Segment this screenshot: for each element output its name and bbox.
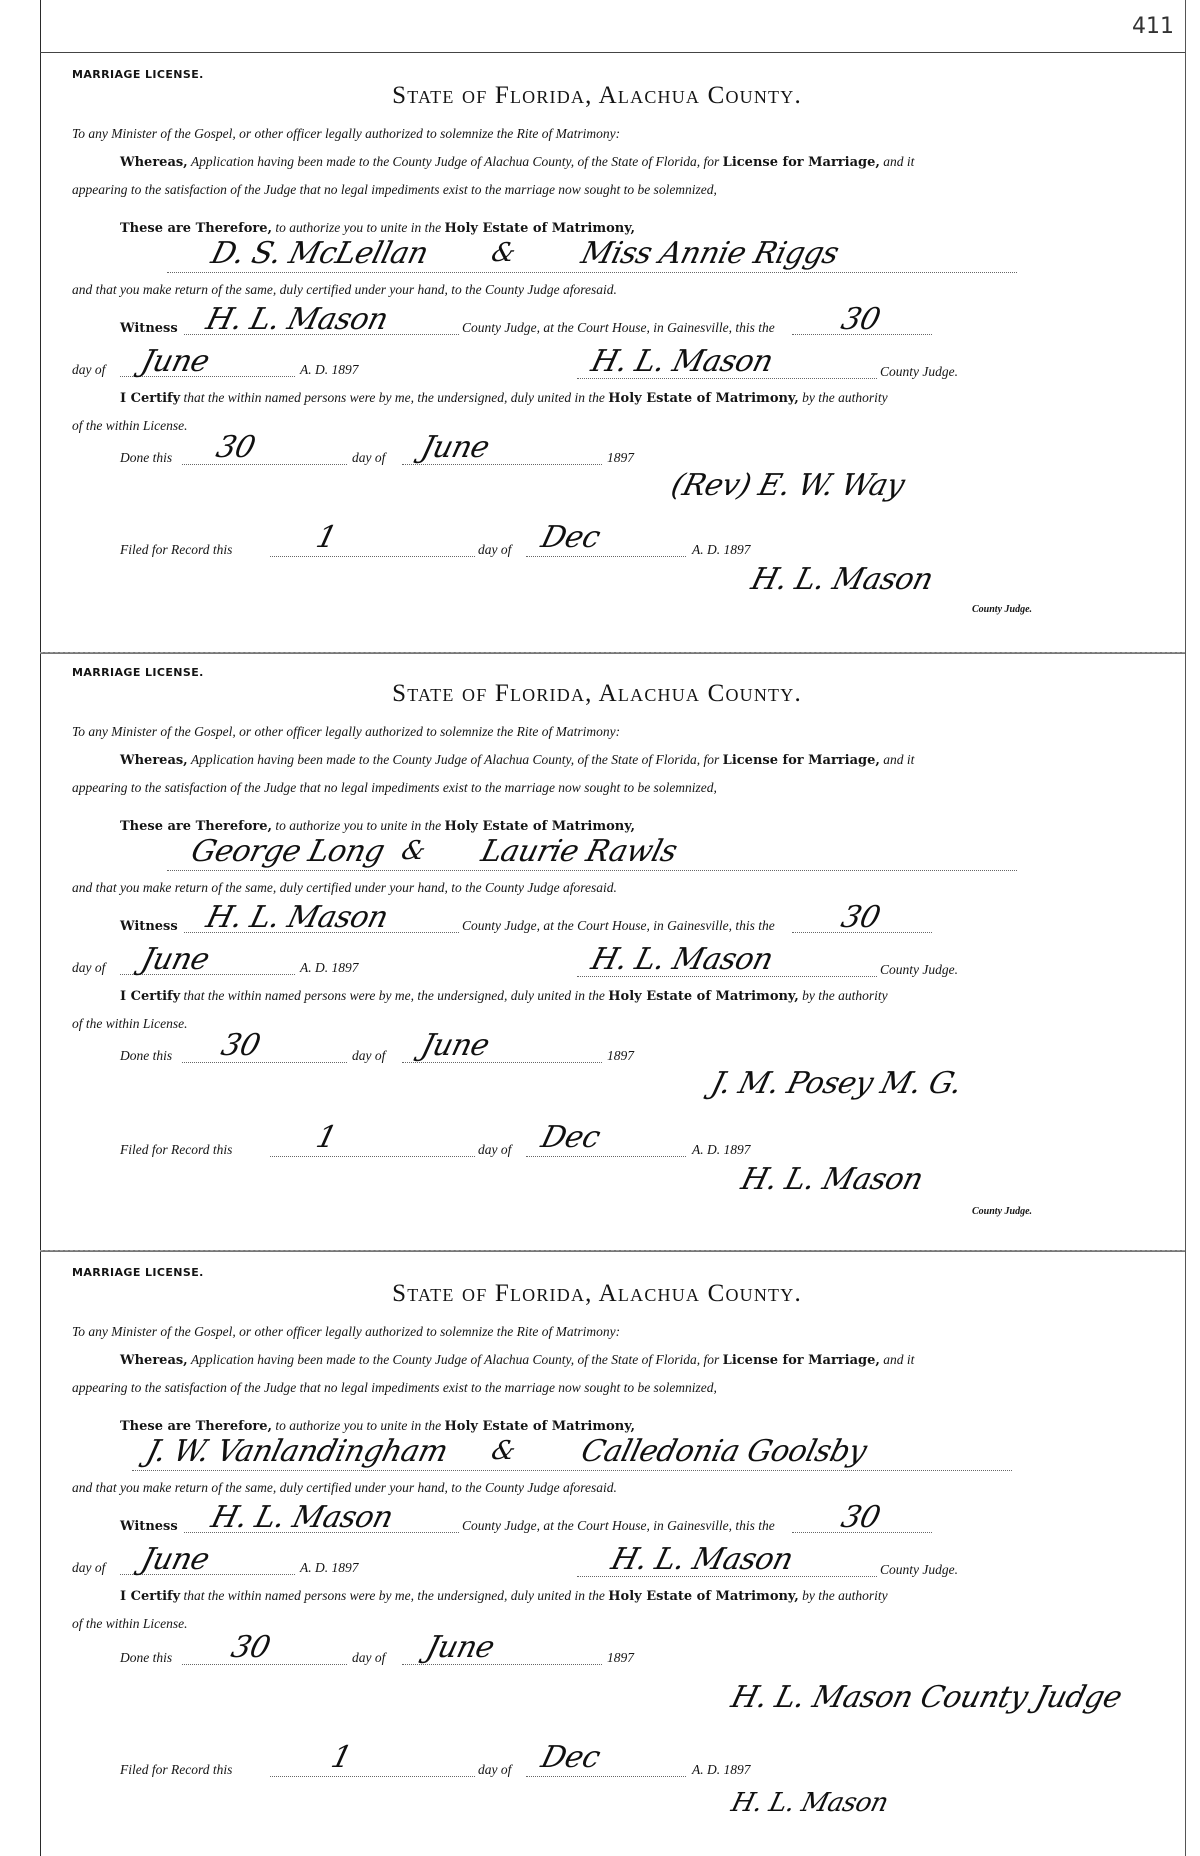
and-it: and it (883, 1352, 915, 1367)
issue-day: 30 (837, 1500, 884, 1535)
license-title: State of Florida, Alachua County. (392, 680, 802, 707)
certify-word: I Certify (120, 989, 181, 1004)
whereas-text: Application having been made to the County Judge of Alachua County, of the State of Florida, for (190, 1352, 720, 1367)
groom-name: J. W. Vanlandingham (142, 1434, 452, 1469)
done-this: Done this (120, 450, 173, 465)
certify-text: that the within named persons were by me, the undersigned, duly united in the (183, 988, 605, 1003)
filed-month: Dec (537, 520, 604, 555)
marriage-license-3 (72, 1266, 1126, 1856)
license-title: State of Florida, Alachua County. (392, 1280, 802, 1307)
done-year: 1897 (607, 1650, 634, 1665)
groom-name: D. S. McLellan (207, 236, 432, 271)
marriage-license-1 (72, 68, 1122, 658)
filed-day: 1 (327, 1740, 355, 1775)
issue-day: 30 (837, 900, 884, 935)
filed-day-of: day of (478, 542, 512, 557)
filed-day-fill (270, 1748, 475, 1777)
filed-month: Dec (537, 1740, 604, 1775)
issue-day-of: day of (72, 1560, 106, 1575)
witness-line (120, 918, 178, 934)
witness-signature: H. L. Mason (207, 1500, 397, 1535)
within-license: of the within License. (72, 1016, 188, 1031)
salutation: To any Minister of the Gospel, or other officer legally authorized to solemnize the Rite of Matrimony: (72, 1324, 621, 1339)
judge-signature: H. L. Mason (587, 942, 777, 977)
issue-day-of: day of (72, 960, 106, 975)
county-judge-label: County Judge. (880, 1562, 958, 1577)
left-margin-line (40, 0, 41, 1856)
issue-year: A. D. 1897 (300, 1560, 359, 1575)
judge-signature: H. L. Mason (607, 1542, 797, 1577)
filed-day-of: day of (478, 1142, 512, 1157)
done-day-of: day of (352, 1048, 386, 1063)
whereas-line (120, 752, 914, 768)
issue-day-of: day of (72, 362, 106, 377)
filed-year: A. D. 1897 (692, 542, 751, 557)
filed-day: 1 (312, 1120, 340, 1155)
whereas-word: Whereas, (120, 1353, 188, 1368)
by-authority: by the authority (802, 988, 888, 1003)
whereas-word: Whereas, (120, 155, 188, 170)
by-authority: by the authority (802, 390, 888, 405)
by-authority: by the authority (802, 1588, 888, 1603)
appearing-line: appearing to the satisfaction of the Judge that no legal impediments exist to the marriage now sought to be solemnized, (72, 780, 717, 795)
witness-signature: H. L. Mason (202, 900, 392, 935)
done-year: 1897 (607, 1048, 634, 1063)
and-mark: & (398, 836, 429, 866)
return-line: and that you make return of the same, duly certified under your hand, to the County Judge aforesaid. (72, 282, 617, 297)
license-divider (40, 1250, 1185, 1252)
license-header: MARRIAGE LICENSE. (72, 666, 204, 679)
certify-holy-estate: Holy Estate of Matrimony, (608, 989, 799, 1004)
right-margin-line (1185, 0, 1186, 1856)
filed-day-fill (270, 528, 475, 557)
done-day-fill (182, 436, 347, 465)
these-line (120, 818, 635, 834)
done-day-of: day of (352, 450, 386, 465)
certify-holy-estate: Holy Estate of Matrimony, (608, 1589, 799, 1604)
filed-year: A. D. 1897 (692, 1762, 751, 1777)
appearing-line: appearing to the satisfaction of the Judge that no legal impediments exist to the marriage now sought to be solemnized, (72, 1380, 717, 1395)
top-rule (40, 52, 1185, 53)
filed-year: A. D. 1897 (692, 1142, 751, 1157)
done-day-of: day of (352, 1650, 386, 1665)
witness-line (120, 1518, 178, 1534)
license-word: License for Marriage, (722, 753, 880, 768)
courthouse-text: County Judge, at the Court House, in Gainesville, this the (462, 918, 775, 933)
whereas-text: Application having been made to the County Judge of Alachua County, of the State of Florida, for (190, 752, 720, 767)
these-line (120, 220, 635, 236)
judge-signature: H. L. Mason (587, 344, 777, 379)
whereas-text: Application having been made to the County Judge of Alachua County, of the State of Florida, for (190, 154, 720, 169)
bride-name: Laurie Rawls (477, 834, 681, 869)
issue-month: June (137, 942, 213, 977)
and-mark: & (488, 1436, 519, 1466)
salutation: To any Minister of the Gospel, or other officer legally authorized to solemnize the Rite of Matrimony: (72, 126, 621, 141)
issue-year: A. D. 1897 (300, 362, 359, 377)
filed-day: 1 (312, 520, 340, 555)
courthouse-text: County Judge, at the Court House, in Gainesville, this the (462, 320, 775, 335)
witness-signature: H. L. Mason (202, 302, 392, 337)
done-day-fill (182, 1034, 347, 1063)
license-title: State of Florida, Alachua County. (392, 82, 802, 109)
appearing-line: appearing to the satisfaction of the Judge that no legal impediments exist to the marriage now sought to be solemnized, (72, 182, 717, 197)
certify-holy-estate: Holy Estate of Matrimony, (608, 391, 799, 406)
license-word: License for Marriage, (722, 155, 880, 170)
holy-estate: Holy Estate of Matrimony, (444, 819, 636, 834)
filed-signature: H. L. Mason (728, 1788, 892, 1818)
filed-text: Filed for Record this (120, 1142, 233, 1157)
officiant-signature: H. L. Mason County Judge (727, 1680, 1126, 1715)
license-word: License for Marriage, (722, 1353, 880, 1368)
done-month: June (417, 1028, 493, 1063)
issue-month: June (137, 344, 213, 379)
witness-word: Witness (120, 321, 178, 336)
within-license: of the within License. (72, 418, 188, 433)
filed-month: Dec (537, 1120, 604, 1155)
done-day: 30 (212, 430, 259, 465)
and-it: and it (883, 154, 915, 169)
county-judge-label: County Judge. (880, 962, 958, 977)
witness-line (120, 320, 178, 336)
certify-text: that the within named persons were by me, the undersigned, duly united in the (183, 390, 605, 405)
these-word: These are Therefore, (120, 819, 273, 834)
marriage-license-2 (72, 666, 1122, 1256)
officiant-signature: (Rev) E. W. Way (667, 468, 908, 503)
within-license: of the within License. (72, 1616, 188, 1631)
authorize-text: to authorize you to unite in the (275, 220, 442, 235)
authorize-text: to authorize you to unite in the (275, 818, 442, 833)
issue-day: 30 (837, 302, 884, 337)
certify-text: that the within named persons were by me, the undersigned, duly united in the (183, 1588, 605, 1603)
done-day: 30 (217, 1028, 264, 1063)
issue-year: A. D. 1897 (300, 960, 359, 975)
done-this: Done this (120, 1650, 173, 1665)
certify-word: I Certify (120, 1589, 181, 1604)
whereas-word: Whereas, (120, 753, 188, 768)
holy-estate: Holy Estate of Matrimony, (444, 221, 636, 236)
authorize-text: to authorize you to unite in the (275, 1418, 442, 1433)
groom-name: George Long (187, 834, 388, 869)
and-mark: & (488, 238, 519, 268)
done-this: Done this (120, 1048, 173, 1063)
done-month: June (422, 1630, 498, 1665)
license-divider (40, 652, 1185, 654)
filed-judge-title: County Judge. (972, 1206, 1033, 1217)
bride-name: Miss Annie Riggs (577, 236, 843, 271)
holy-estate: Holy Estate of Matrimony, (444, 1419, 636, 1434)
officiant-signature: J. M. Posey M. G. (707, 1066, 966, 1101)
salutation: To any Minister of the Gospel, or other officer legally authorized to solemnize the Rite of Matrimony: (72, 724, 621, 739)
these-word: These are Therefore, (120, 1419, 273, 1434)
filed-day-fill (270, 1128, 475, 1157)
done-month: June (417, 430, 493, 465)
these-word: These are Therefore, (120, 221, 273, 236)
filed-text: Filed for Record this (120, 542, 233, 557)
filed-signature: H. L. Mason (747, 562, 937, 597)
certify-line (120, 988, 888, 1004)
filed-text: Filed for Record this (120, 1762, 233, 1777)
witness-word: Witness (120, 919, 178, 934)
filed-day-of: day of (478, 1762, 512, 1777)
return-line: and that you make return of the same, duly certified under your hand, to the County Judge aforesaid. (72, 880, 617, 895)
whereas-line (120, 1352, 914, 1368)
these-line (120, 1418, 635, 1434)
whereas-line (120, 154, 914, 170)
certify-word: I Certify (120, 391, 181, 406)
witness-word: Witness (120, 1519, 178, 1534)
county-judge-label: County Judge. (880, 364, 958, 379)
certify-line (120, 1588, 888, 1604)
issue-month: June (137, 1542, 213, 1577)
return-line: and that you make return of the same, duly certified under your hand, to the County Judge aforesaid. (72, 1480, 617, 1495)
and-it: and it (883, 752, 915, 767)
filed-signature: H. L. Mason (737, 1162, 927, 1197)
certify-line (120, 390, 888, 406)
filed-judge-title: County Judge. (972, 604, 1033, 615)
license-header: MARRIAGE LICENSE. (72, 1266, 204, 1279)
bride-name: Calledonia Goolsby (577, 1434, 870, 1469)
done-day: 30 (227, 1630, 274, 1665)
done-year: 1897 (607, 450, 634, 465)
page-number: 411 (1132, 14, 1174, 39)
license-header: MARRIAGE LICENSE. (72, 68, 204, 81)
courthouse-text: County Judge, at the Court House, in Gainesville, this the (462, 1518, 775, 1533)
